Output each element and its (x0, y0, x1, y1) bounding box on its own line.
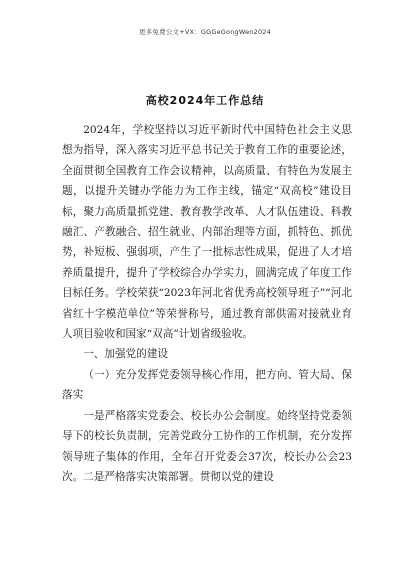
section-heading: 一、加强党的建设 (83, 348, 168, 361)
intro-paragraph: 2024年，学校坚持以习近平新时代中国特色社会主义思想为指导，深入落实习近平总书记关于教育工作的重要论述，全面贯彻全国教育工作会议精神，以高质量、有特色为发展主题，以提升关键办学能力为工作主线，锚定“双高校”建设目标，聚力高质量抓党建、教育教学改革、人才队伍建设、科教融汇、产教融合、招生就业、内部治理等方面，抓特色、抓优势，补短板、强弱项，产生了一批标志性成果，促进了人才培养质量提升，提升了学校综合办学实力，圆满完成了年度工作目标任务。学校荣获“2023年河北省优秀高校领导班子”“河北省红十字模范单位”等荣誉称号，通过教育部供需对接就业育人项目验收和国家“双高”计划省级验收。 (62, 124, 352, 341)
subsection-heading: （一）充分发挥党委领导核心作用，把方向、管大局、保落实 (62, 368, 352, 402)
document-title: 高校2024年工作总结 (145, 94, 265, 107)
body-paragraph: 一是严格落实党委会、校长办公会制度。始终坚持党委领导下的校长负责制，完善党政分工协作的工作机制，充分发挥领导班子集体的作用，全年召开党委会37次，校长办公会23次。二是严格落实决策部署。贯彻以党的建设 (62, 409, 352, 483)
document-body (62, 120, 352, 487)
header-note: 更多免费公文+VX：GGGeGongWen2024 (139, 28, 271, 36)
